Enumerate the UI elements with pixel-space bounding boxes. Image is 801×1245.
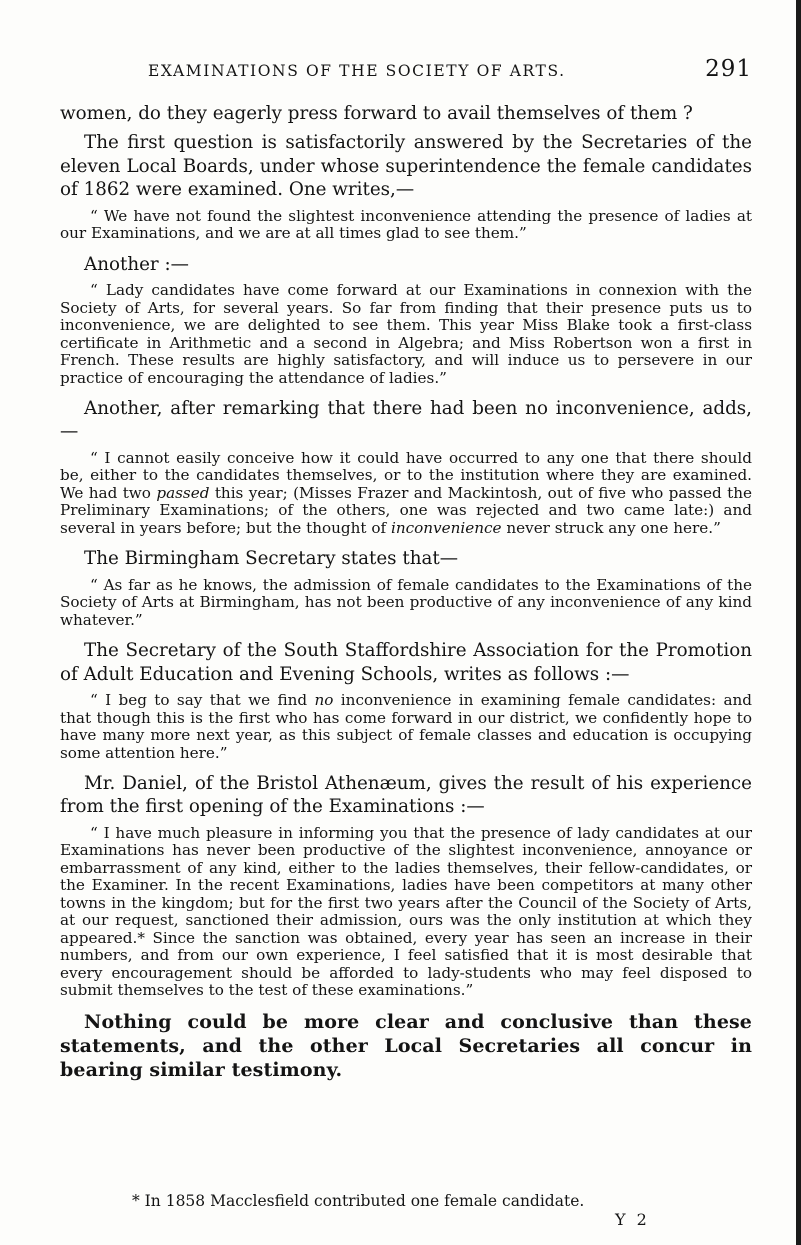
paragraph-first-question: The first question is satisfactorily answered by the Secretaries of the eleven Local Boards, under whose superintendence the female candidates of 1862 were examined. One writes,— xyxy=(60,132,752,201)
quote-text: “ I beg to say that we find xyxy=(90,691,315,710)
page-body xyxy=(60,102,752,1088)
paragraph-south-staffordshire: The Secretary of the South Staffordshire Association for the Promotion of Adult Education and Evening Schools, writes as follows :— xyxy=(60,640,752,685)
quote-no-inconvenience xyxy=(60,450,752,538)
quote-text: “ I cannot easily conceive how it could have occurred to any one that there should be, either to the candidates themselves, or to the institution where they are examined. We had two xyxy=(60,448,752,502)
quote-text: inconvenience in examining female candidates: and that though this is the first who has come forward in our district, we confidently hope to have many more next year, as this subject of female classes and education is occupying some attention here.” xyxy=(60,691,753,762)
emphasis-passed: passed xyxy=(156,483,210,502)
footnote: * In 1858 Macclesfield contributed one female candidate. xyxy=(132,1192,585,1210)
quote-south-staffordshire xyxy=(60,692,752,762)
page-edge xyxy=(796,0,801,1245)
emphasis-no: no xyxy=(314,691,334,710)
page-header xyxy=(60,52,760,92)
paragraph-continuation: women, do they eagerly press forward to avail themselves of them ? xyxy=(60,103,693,124)
paragraph-bristol: Mr. Daniel, of the Bristol Athenæum, gives the result of his experience from the first opening of the Examinations :— xyxy=(60,773,752,818)
paragraph-another-adds: Another, after remarking that there had been no inconvenience, adds,— xyxy=(60,398,752,443)
quote-first-secretary: “ We have not found the slightest inconvenience attending the presence of ladies at our Examinations, and we are at all times glad to see them.” xyxy=(60,206,752,243)
quote-birmingham: “ As far as he knows, the admission of female candidates to the Examinations of the Society of Arts at Birmingham, has not been productive of any inconvenience of any kind whatever.” xyxy=(60,575,752,629)
signature-mark: Y 2 xyxy=(615,1210,650,1229)
quote-text: this year; (Misses Frazer and Mackintosh, out of five who passed the Preliminary Examinations; of the others, one was rejected and two came late:) and several in years before; but the thought of xyxy=(60,483,752,537)
paragraph-conclusion: Nothing could be more clear and conclusive than these statements, and the other Local Secretaries all concur in bearing similar testimony. xyxy=(60,1010,752,1081)
paragraph-birmingham: The Birmingham Secretary states that— xyxy=(84,548,458,570)
page-number: 291 xyxy=(705,56,752,82)
emphasis-inconvenience: inconvenience xyxy=(390,518,502,537)
quote-text: never struck any one here.” xyxy=(501,518,721,537)
quote-bristol: “ I have much pleasure in informing you that the presence of lady candidates at our Examinations has never been productive of the slightest inconvenience, annoyance or embarrassment of any kind, either to the ladies themselves, their fellow-candidates, or the Examiner. In the recent Examinations, ladies have been competitors at many other towns in the kingdom; but for the first two years after the Council of the Society of Arts, at our request, sanctioned their admission, ours was the only institution at which they appeared.* Since the sanction was obtained, every year has seen an increase in their numbers, and from our own experience, I feel satisfied that it is most desirable that every encouragement should be afforded to lady-students who may feel disposed to submit themselves to the test of these examinations.” xyxy=(60,823,752,1000)
quote-lady-candidates: “ Lady candidates have come forward at our Examinations in connexion with the Society of Arts, for several years. So far from finding that their presence puts us to inconvenience, we are delighted to see them. This year Miss Blake took a first-class certificate in Arithmetic and a second in Algebra; and Miss Robertson won a first in French. These results are highly satisfactory, and will induce us to persevere in our practice of encouraging the attendance of ladies.” xyxy=(60,281,752,387)
paragraph-another: Another :— xyxy=(84,253,189,275)
running-head: EXAMINATIONS OF THE SOCIETY OF ARTS. xyxy=(148,62,566,80)
